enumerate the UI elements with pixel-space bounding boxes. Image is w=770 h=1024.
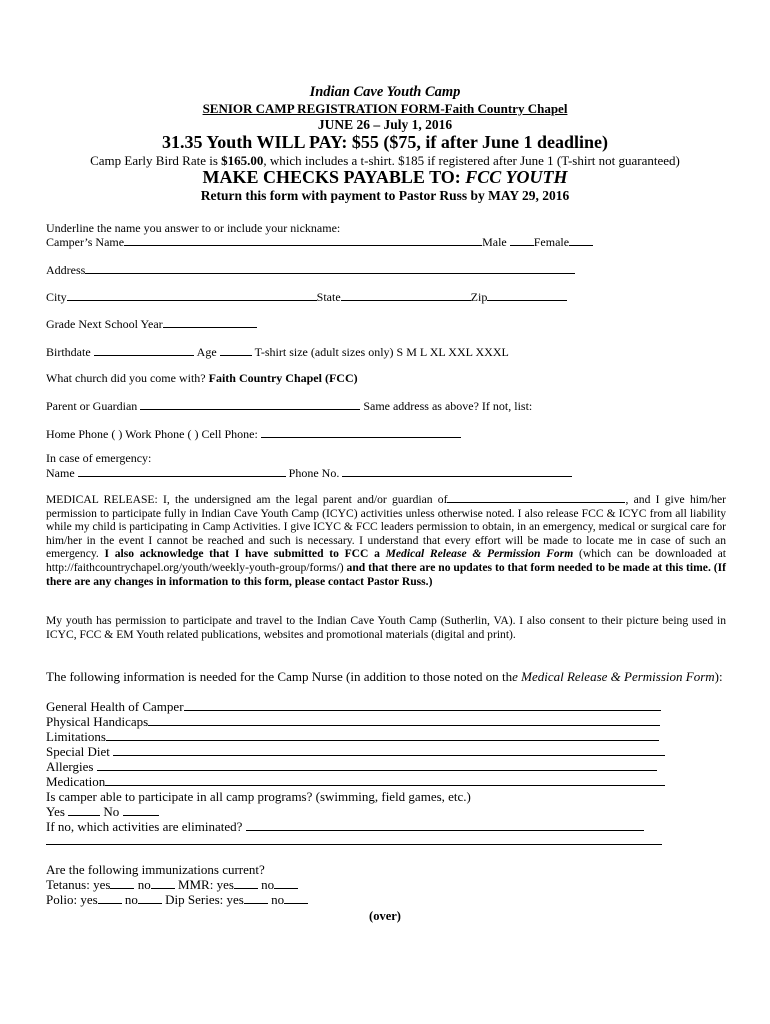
phones-label: Home Phone ( ) Work Phone ( ) Cell Phone: [46,427,258,441]
polio-no-label: no [124,892,138,907]
limitations-field[interactable] [106,729,659,741]
form-title: SENIOR CAMP REGISTRATION FORM-Faith Country Chapel [202,101,568,116]
checks-prefix: MAKE CHECKS PAYABLE TO: [202,167,466,187]
diet-row [46,744,665,759]
age-field[interactable] [220,344,252,356]
state-label: State [316,290,341,304]
zip-label: Zip [470,290,488,304]
handicaps-label: Physical Handicaps [46,714,149,729]
tetanus-no-label: no [137,877,151,892]
nurse-intro-text: The following information is needed for the Camp Nurse (in addition to those noted on th [46,669,513,684]
polio-dip-row [46,892,308,907]
rate-suffix: , which includes a t-shirt. $185 if registered after June 1 (T-shirt not guaranteed) [263,153,680,168]
allergies-field[interactable] [97,759,657,771]
birthdate-row [46,344,509,359]
allergies-row [46,759,657,774]
diet-label: Special Diet [46,744,110,759]
able-question: Is camper able to participate in all camp programs? (swimming, field games, etc.) [46,789,471,804]
birthdate-field[interactable] [94,344,194,356]
nurse-intro-end: ): [714,669,723,684]
city-label: City [46,290,67,304]
age-label: Age [196,345,217,359]
parent-row [46,398,532,413]
return-instructions: Return this form with payment to Pastor Russ by MAY 29, 2016 [200,188,570,203]
diet-field[interactable] [113,744,665,756]
male-label: Male [482,235,507,249]
campers-name-label: Camper’s Name [46,235,125,249]
handicaps-field[interactable] [148,714,660,726]
eliminated-activities-field[interactable] [246,819,644,831]
child-name-field[interactable] [447,491,625,503]
mmr-no-field[interactable] [274,877,298,889]
address-field[interactable] [85,262,575,274]
dip-no-field[interactable] [284,892,308,904]
tetanus-mmr-row [46,877,298,892]
release-text-6: and that there are no updates to that form needed to be made at this time. (If there are any changes in information to this form, please contact Pastor Russ.) [46,560,726,588]
yes-field[interactable] [68,804,100,816]
dip-no-label: no [271,892,285,907]
allergies-label: Allergies [46,759,94,774]
release-form-name: Medical Release & Permission Form [385,547,574,561]
female-label: Female [533,235,570,249]
camp-dates: JUNE 26 – July 1, 2016 [317,117,453,132]
city-field[interactable] [67,289,317,301]
no-field[interactable] [123,804,159,816]
parent-label: Parent or Guardian [46,399,138,413]
address-row [46,262,575,277]
emergency-phone-field[interactable] [342,465,572,477]
polio-label: Polio: yes [46,892,98,907]
release-text-3: I also acknowledge that I have submitted to FCC a [104,547,386,561]
tetanus-no-field[interactable] [151,877,175,889]
female-field[interactable] [569,234,593,246]
general-health-field[interactable] [184,699,661,711]
campers-name-row [46,234,593,249]
dip-yes-field[interactable] [244,892,268,904]
mmr-label: MMR: yes [177,877,234,892]
phones-row [46,426,461,441]
general-health-row [46,699,661,714]
checks-payable [0,167,770,188]
release-text-1: MEDICAL RELEASE: I, the undersigned am the legal parent and/or guardian of [46,493,448,506]
over-label: (over) [369,909,401,923]
medication-row [46,774,665,789]
polio-yes-field[interactable] [98,892,122,904]
medical-release-paragraph [46,491,726,588]
grade-row [46,316,257,331]
church-row [46,371,358,385]
underline-note: Underline the name you answer to or include your nickname: [46,221,341,235]
release-text-5: (which can be downloaded at http://faithcountrychapel.org/youth/weekly-youth-group/forms/) [46,547,726,574]
address-label: Address [46,263,86,277]
nurse-intro [46,669,736,684]
church-answer: Faith Country Chapel (FCC) [208,371,358,385]
no-label: No [103,804,120,819]
mmr-yes-field[interactable] [234,877,258,889]
rate-amount: $165.00 [221,153,264,168]
campers-name-field[interactable] [124,234,482,246]
consent-paragraph: My youth has permission to participate and travel to the Indian Cave Youth Camp (Sutherlin, VA). I also consent to their picture being used in ICYC, FCC & EM Youth related publications, websites and promotional materials (digital and print). [46,614,726,641]
church-question: What church did you come with? [46,371,209,385]
city-row [46,289,567,304]
tetanus-yes-field[interactable] [110,877,134,889]
yes-label: Yes [46,804,65,819]
phones-field[interactable] [261,426,461,438]
tshirt-label: T-shirt size (adult sizes only) S M L XL XXL XXXL [254,345,509,359]
immunization-question: Are the following immunizations current? [46,862,265,877]
limitations-row [46,729,659,744]
emergency-name-field[interactable] [78,465,286,477]
limitations-label: Limitations [46,729,106,744]
parent-field[interactable] [140,398,360,410]
general-health-label: General Health of Camper [46,699,184,714]
medication-field[interactable] [105,774,665,786]
handicaps-row [46,714,660,729]
same-address-label: Same address as above? If not, list: [363,399,533,413]
emergency-row [46,465,572,480]
medication-label: Medication [46,774,106,789]
mmr-no-label: no [261,877,275,892]
polio-no-field[interactable] [138,892,162,904]
tetanus-label: Tetanus: yes [46,877,111,892]
release-text-2: , and I give him/her permission to participate fully in Indian Cave Youth Camp (ICYC) activities unless otherwise noted. I also release FCC & ICYC from all liability while my child is participating in Camp Activities. I give ICYC & FCC leaders permission to obtain, in an emergency, medical or surgical care for him/her in the event I cannot be reached and such is necessary. I understand that every effort will be made to locate me in case of such an emergency. [46,493,726,561]
phone-no-label: Phone No. [288,466,340,480]
if-no-label: If no, which activities are eliminated? [46,819,243,834]
birthdate-label: Birthdate [46,345,91,359]
if-no-row [46,819,644,834]
youth-pay-notice: 31.35 Youth WILL PAY: $55 ($75, if after June 1 deadline) [161,132,609,152]
nurse-intro-form: e Medical Release & Permission Form [512,669,715,684]
state-field[interactable] [341,289,471,301]
extra-line-field[interactable] [46,844,662,845]
camp-name: Indian Cave Youth Camp [309,84,461,100]
grade-field[interactable] [163,316,257,328]
male-field[interactable] [510,234,534,246]
checks-payee: FCC YOUTH [465,167,568,187]
dip-label: Dip Series: yes [165,892,244,907]
emergency-label: In case of emergency: [46,451,152,465]
rate-prefix: Camp Early Bird Rate is [90,153,222,168]
zip-field[interactable] [487,289,567,301]
emergency-name-label: Name [46,466,75,480]
grade-label: Grade Next School Year [46,317,163,331]
yes-no-row [46,804,159,819]
